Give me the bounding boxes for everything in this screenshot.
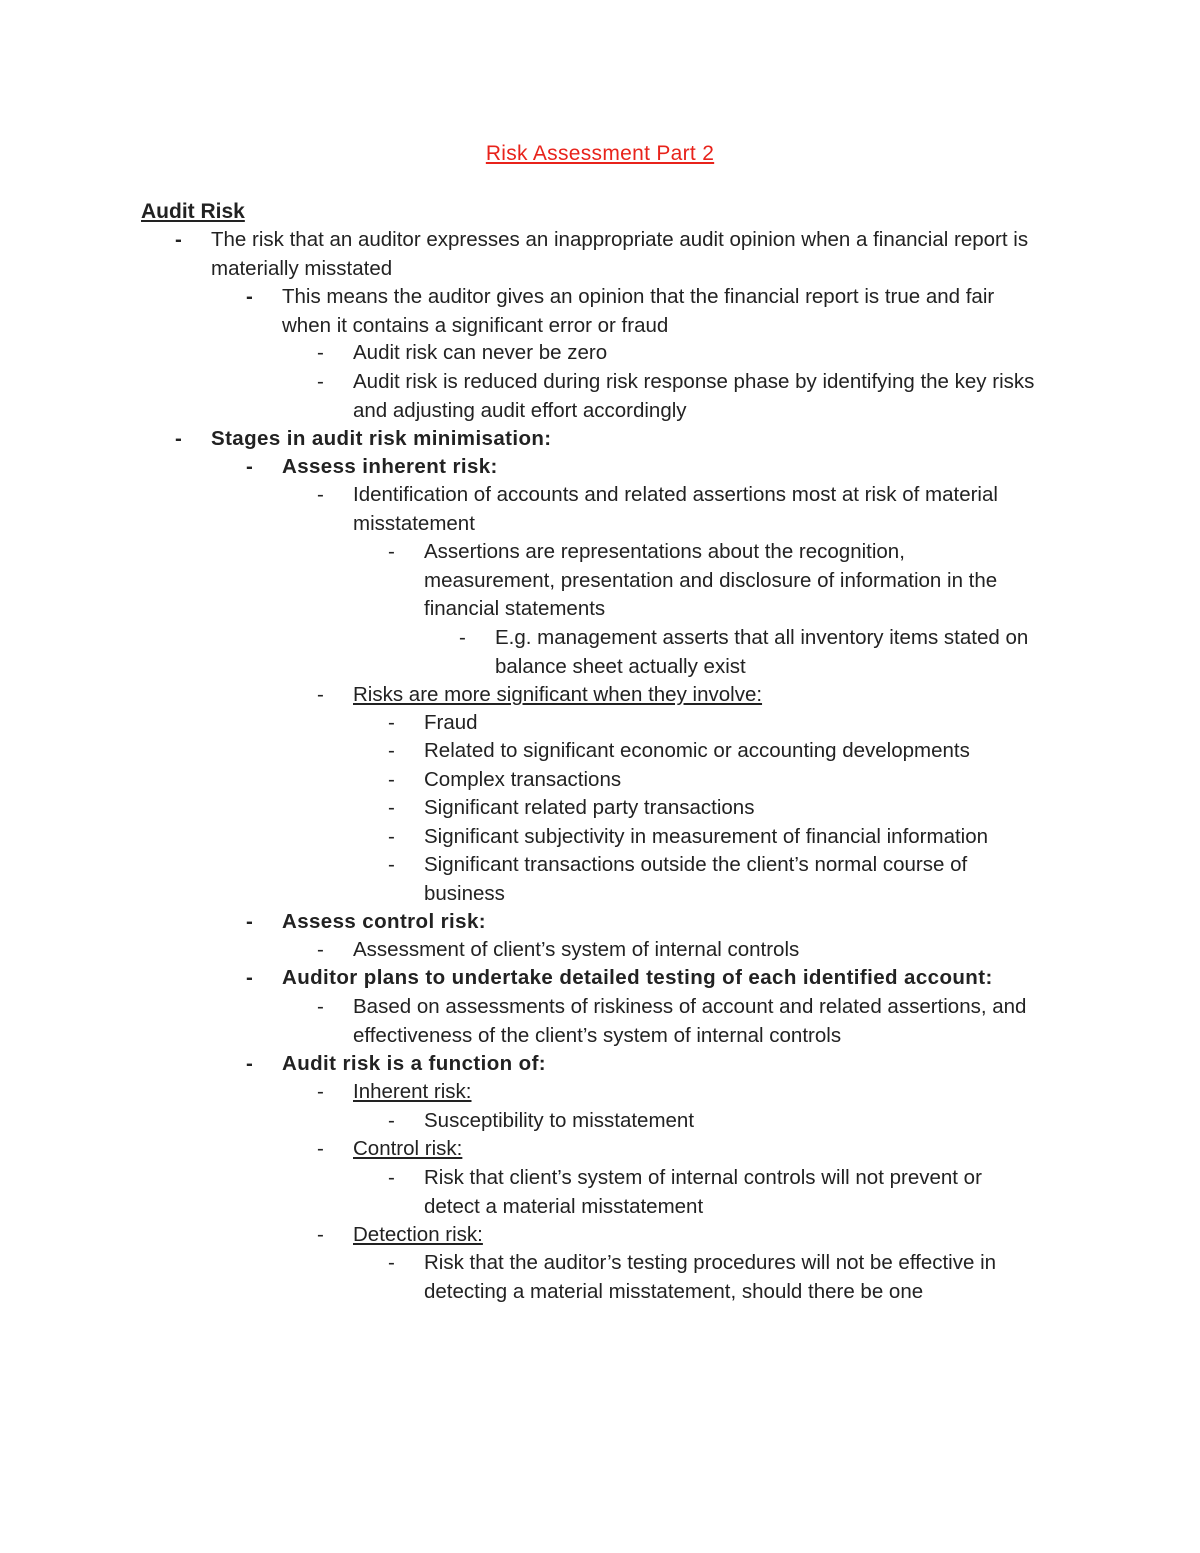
list-item-text: Significant transactions outside the client’s normal course of business bbox=[424, 853, 968, 905]
list-item bbox=[388, 823, 1048, 852]
list-item bbox=[175, 226, 1055, 283]
bullet-dash: - bbox=[388, 1251, 395, 1274]
list-item-text: Based on assessments of riskiness of account and related assertions, and effectiveness of the client’s system of internal controls bbox=[353, 995, 1027, 1047]
list-item-text: Related to significant economic or accounting developments bbox=[424, 739, 970, 762]
list-item bbox=[388, 794, 1048, 823]
list-item-text: Stages in audit risk minimisation: bbox=[211, 427, 552, 450]
bullet-dash: - bbox=[317, 483, 324, 506]
list-item-text: Susceptibility to misstatement bbox=[424, 1109, 695, 1132]
list-item bbox=[388, 766, 1048, 795]
bullet-dash: - bbox=[317, 341, 324, 364]
bullet-dash: - bbox=[317, 995, 324, 1018]
bullet-dash: - bbox=[317, 938, 324, 961]
list-item bbox=[175, 425, 1055, 454]
bullet-dash: - bbox=[246, 966, 253, 989]
list-item bbox=[388, 1164, 1028, 1221]
bullet-dash: - bbox=[388, 853, 395, 876]
bullet-dash: - bbox=[246, 455, 253, 478]
bullet-dash: - bbox=[246, 910, 253, 933]
list-item-text: The risk that an auditor expresses an inappropriate audit opinion when a financial report is materially misstated bbox=[211, 228, 1029, 280]
bullet-dash: - bbox=[317, 683, 324, 706]
list-item-text: This means the auditor gives an opinion that the financial report is true and fair when it contains a significant error or fraud bbox=[282, 285, 995, 337]
bullet-dash: - bbox=[317, 1137, 324, 1160]
list-item-text: Significant subjectivity in measurement of financial information bbox=[424, 825, 989, 848]
list-item bbox=[388, 1249, 1048, 1306]
list-item-text: Risk that client’s system of internal controls will not prevent or detect a material misstatement bbox=[424, 1166, 982, 1218]
list-item-text: Audit risk is reduced during risk response phase by identifying the key risks and adjusting audit effort accordingly bbox=[353, 370, 1035, 422]
list-item-text: Inherent risk: bbox=[353, 1080, 472, 1103]
list-item-text: Audit risk can never be zero bbox=[353, 341, 608, 364]
section-heading-audit-risk: Audit Risk bbox=[141, 200, 245, 223]
list-item-text: Identification of accounts and related assertions most at risk of material misstatement bbox=[353, 483, 998, 535]
bullet-dash: - bbox=[388, 825, 395, 848]
list-item bbox=[388, 851, 1028, 908]
list-item-text: Complex transactions bbox=[424, 768, 622, 791]
list-item-text: Assess control risk: bbox=[282, 910, 486, 933]
bullet-dash: - bbox=[317, 1080, 324, 1103]
list-item bbox=[317, 681, 1057, 710]
list-item-text: Fraud bbox=[424, 711, 478, 734]
list-item bbox=[317, 481, 1047, 538]
list-item bbox=[317, 1135, 1057, 1164]
list-item bbox=[246, 1050, 1046, 1079]
bullet-dash: - bbox=[175, 427, 182, 450]
list-item bbox=[317, 1221, 1057, 1250]
bullet-dash: - bbox=[388, 796, 395, 819]
list-item-text: Risk that the auditor’s testing procedures will not be effective in detecting a material misstatement, should there be one bbox=[424, 1251, 997, 1303]
list-item bbox=[459, 624, 1059, 681]
bullet-dash: - bbox=[175, 228, 182, 251]
document-title: Risk Assessment Part 2 bbox=[485, 142, 715, 165]
list-item-text: Risks are more significant when they involve: bbox=[353, 683, 763, 706]
list-item bbox=[388, 709, 1048, 738]
bullet-dash: - bbox=[388, 768, 395, 791]
bullet-dash: - bbox=[388, 540, 395, 563]
list-item bbox=[246, 964, 1046, 993]
list-item bbox=[388, 1107, 1048, 1136]
bullet-dash: - bbox=[388, 711, 395, 734]
list-item bbox=[317, 993, 1037, 1050]
list-item-text: Detection risk: bbox=[353, 1223, 483, 1246]
bullet-dash: - bbox=[388, 1109, 395, 1132]
bullet-dash: - bbox=[246, 1052, 253, 1075]
list-item-text: Assessment of client’s system of internal controls bbox=[353, 938, 800, 961]
list-item bbox=[317, 368, 1037, 425]
bullet-dash: - bbox=[246, 285, 253, 308]
bullet-dash: - bbox=[459, 626, 466, 649]
list-item bbox=[317, 1078, 1057, 1107]
list-item-text: Assertions are representations about the recognition, measurement, presentation and disclosure of information in the financial statements bbox=[424, 540, 998, 620]
bullet-dash: - bbox=[317, 1223, 324, 1246]
bullet-dash: - bbox=[388, 1166, 395, 1189]
list-item bbox=[317, 339, 1057, 368]
list-item-text: Significant related party transactions bbox=[424, 796, 755, 819]
list-item bbox=[246, 453, 1046, 482]
list-item bbox=[388, 538, 1038, 624]
list-item bbox=[246, 908, 1046, 937]
list-item bbox=[317, 936, 1057, 965]
list-item-text: Assess inherent risk: bbox=[282, 455, 498, 478]
list-item-text: Control risk: bbox=[353, 1137, 463, 1160]
bullet-dash: - bbox=[317, 370, 324, 393]
bullet-dash: - bbox=[388, 739, 395, 762]
list-item bbox=[388, 737, 1048, 766]
list-item-text: E.g. management asserts that all inventory items stated on balance sheet actually exist bbox=[495, 626, 1029, 678]
list-item bbox=[246, 283, 1046, 340]
list-item-text: Audit risk is a function of: bbox=[282, 1052, 547, 1075]
list-item-text: Auditor plans to undertake detailed testing of each identified account: bbox=[282, 966, 993, 989]
